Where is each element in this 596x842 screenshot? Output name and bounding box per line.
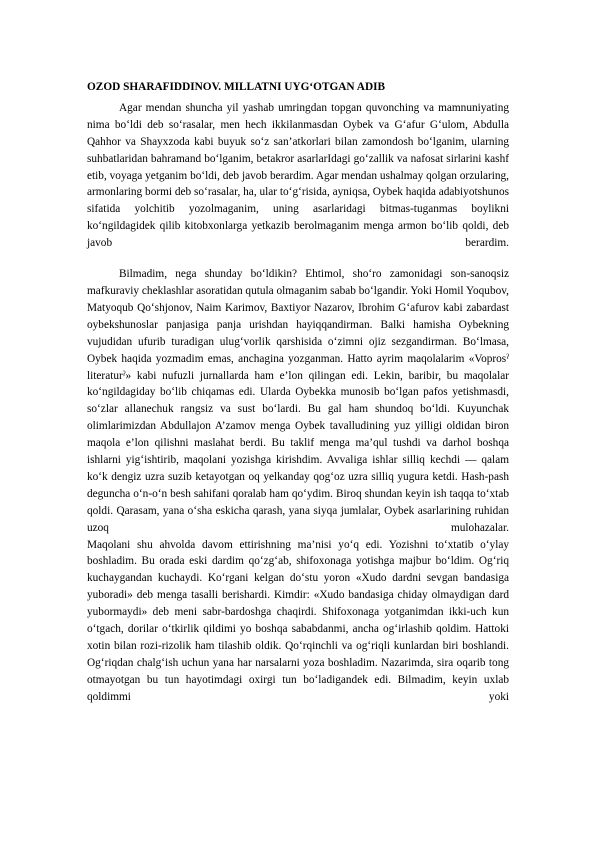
paragraph-2: Bilmadim, nega shunday bo‘ldikin? Ehtimol, sho‘ro zamonidagi son-sanoqsiz mafkuraviy cheklashlar asoratidan qutula olmaganim sabab bo‘lgandir. Yoki Homil Yoqubov, Matyoqub Qo‘shjonov, Naim Karimov, Baxtiyor Nazarov, Ibrohim G‘afurov kabi zabardast oybekshunoslar panjasiga panja urishdan hayiqqandirman. Balki hamisha Oybekning vujudidan ufurib turadigan ulug‘vorlik qarshisida o‘zimni ojiz sezgandirman. Bo‘lmasa, Oybek haqida yozmadim emas, anchagina yozganman. Hatto ayrim maqolalarim «Voprosˀ literaturˀ» kabi nufuzli jurnallarda ham e’lon qilingan edi. Lekin, baribir, bu maqolalar ko‘ngildagiday bo‘lib chiqamas edi. Ularda Oybekka munosib bo‘lgan pafos yetishmasdi, so‘zlar allanechuk rangsiz va sust bo‘lardi. Bu gal ham shundoq bo‘ldi. Kuyunchak olimlarimizdan Abdullajon A’zamov menga Oybek tavalludining yuz yilligi oldidan biron maqola e’lon qilishni maslahat berdi. Bu taklif menga ma’qul tushdi va darhol boshqa ishlarni yig‘ishtirib, maqolani yozishga kirishdim. Avvaliga ishlar silliq kechdi — qalam ko‘k dengiz uzra suzib ketayotgan oq yelkanday qog‘oz uzra silliq yugura ketdi. Hash-pash deguncha o‘n-o‘n besh sahifani qoralab ham qo‘ydim. Biroq shundan keyin ish taqqa to‘xtab qoldi. Qarasam, yana o‘sha eskicha qarash, yana siyqa jumlalar, Oybek asarlarining ruhidan uzoq mulohazalar. xyxy=(87,268,509,534)
paragraph-3: Maqolani shu ahvolda davom ettirishning ma’nisi yo‘q edi. Yozishni to‘xtatib o‘ylay boshladim. Bu orada eski dardim qo‘zg‘ab, shifoxonaga yotishga majbur bo‘ldim. Og‘riq kuchaygandan kuchaydi. Ko‘rgani kelgan do‘stu yoron «Xudo dardni sevgan bandasiga yuboradi» deb menga tasalli berishardi. Kimdir: «Xudo bandasiga chiday olmaydigan dard yubormaydi» deb meni sabr-bardoshga chaqirdi. Shifoxonaga yotganimdan ikki-uch kun o‘tgach, dorilar o‘tkirlik qildimi yo boshqa sababdanmi, ancha og‘irlashib qoldim. Hattoki xotin bilan rozi-rizolik ham tilashib oldik. Qo‘rqinchli va og‘riqli kunlardan biri boshlandi. Og‘riqdan chalg‘ish uchun yana har narsalarni yoza boshladim. Nazarimda, sira oqarib tong otmayotgan bu tun hayotimdagi oxirgi tun bo‘ladigandek edi. Bilmadim, keyin uxlab qoldimmi yoki xyxy=(87,538,509,703)
paragraph-gap xyxy=(87,252,509,266)
document-body xyxy=(87,79,509,706)
paragraph-1: Agar mendan shuncha yil yashab umringdan topgan quvonching va mamnuniyating nima bo‘ldi deb so‘rasalar, men hech ikkilanmasdan Oybek va G‘afur G‘ulom, Abdulla Qahhor va Shayxzoda kabi buyuk so‘z san’atkorlari bilan zamondosh bo‘lganim, ularning suhbatlaridan bahramand bo‘lganim, betakror asarlarIdagi go‘zallik va nafosat sirlarini kashf etib, voyaga yetganim bo‘ldi, deb javob berardim. Agar mendan ushalmay qolgan orzularing, armonlaring bormi deb so‘rasalar, ha, ular to‘g‘risida, ayniqsa, Oybek haqida adabiyotshunos sifatida yolchitib yozolmaganim, uning asarlaridagi bitmas-tuganmas boylikni ko‘ngildagidek qilib kitobxonlarga yetkazib berolmaganim menga armon bo‘lib qoldi, deb javob berardim. xyxy=(87,101,509,250)
document-title: OZOD SHARAFIDDINOV. MILLATNI UYG‘OTGAN ADIB xyxy=(87,81,386,93)
